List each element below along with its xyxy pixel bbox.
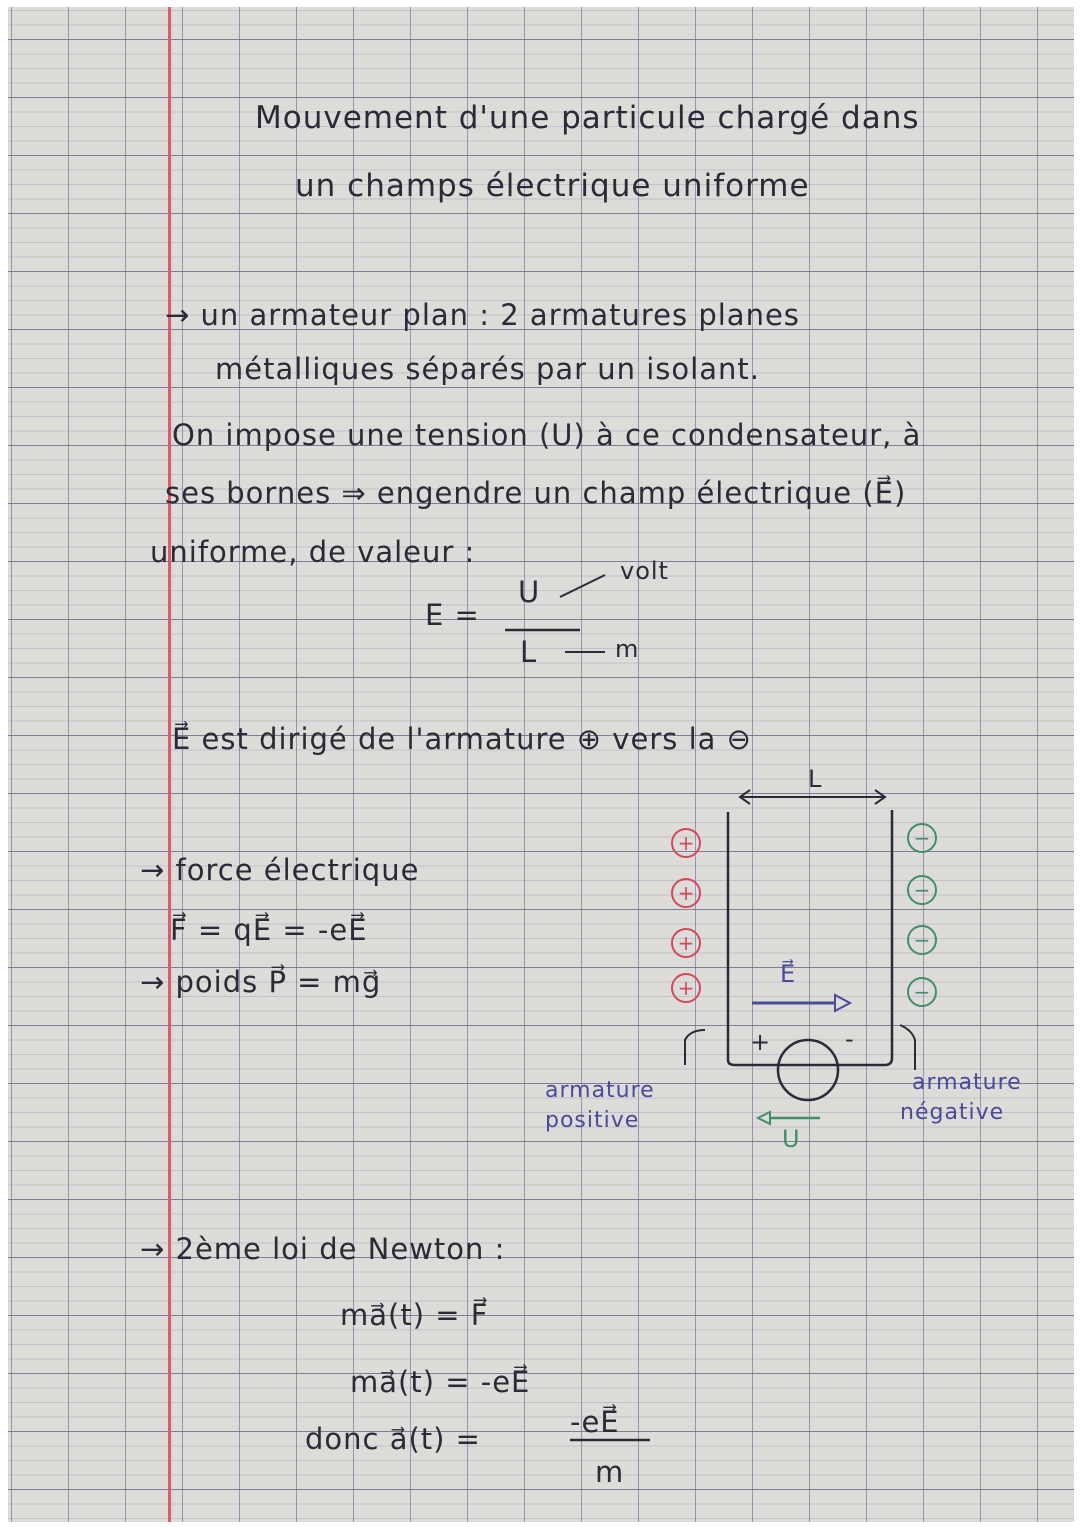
force-title: → force électrique: [140, 853, 420, 887]
label-negative-1: armature: [912, 1070, 1022, 1095]
label-positive-1: armature: [545, 1078, 655, 1103]
volt-pointer: [560, 575, 605, 597]
text-line: ses bornes ⇒ engendre un champ électrique (E⃗): [165, 476, 907, 510]
newton-eq-3-denominator: m: [595, 1455, 625, 1489]
field-label: E⃗: [780, 960, 797, 988]
unit-meter: m: [615, 635, 640, 663]
generator-plus: +: [750, 1028, 772, 1056]
label-positive-2: positive: [545, 1108, 640, 1133]
newton-eq-3: donc a⃗(t) =: [305, 1422, 481, 1456]
capacitor-circuit: [728, 810, 892, 1065]
title-line-1: Mouvement d'une particule chargé dans: [255, 100, 920, 136]
field-direction: E⃗ est dirigé de l'armature ⊕ vers la ⊖: [172, 722, 752, 756]
length-label: L: [808, 765, 823, 793]
newton-title: → 2ème loi de Newton :: [140, 1232, 506, 1266]
tension-label: U: [782, 1125, 801, 1153]
weight-equation: → poids P⃗ = mg⃗: [140, 965, 382, 999]
text-line: → un armateur plan : 2 armatures planes: [165, 298, 800, 332]
text-line: uniforme, de valeur :: [150, 535, 476, 569]
negative-charge-icon: −: [907, 977, 937, 1007]
title-line-2: un champs électrique uniforme: [295, 168, 810, 204]
negative-charge-icon: −: [907, 823, 937, 853]
pointer-positive: [685, 1030, 705, 1065]
formula-denominator: L: [520, 635, 538, 669]
newton-eq-1: ma⃗(t) = F⃗: [340, 1298, 489, 1332]
newton-eq-2: ma⃗(t) = -eE⃗: [350, 1365, 531, 1399]
text-line: métalliques séparés par un isolant.: [215, 352, 760, 386]
positive-charge-icon: +: [671, 928, 701, 958]
positive-charge-icon: +: [671, 878, 701, 908]
positive-charge-icon: +: [671, 973, 701, 1003]
formula-numerator: U: [518, 575, 541, 609]
pointer-negative: [900, 1025, 915, 1070]
text-line: On impose une tension (U) à ce condensateur, à: [172, 418, 922, 452]
negative-charge-icon: −: [907, 875, 937, 905]
newton-eq-3-numerator: -eE⃗: [570, 1405, 620, 1439]
formula-lhs: E =: [425, 598, 480, 632]
generator-icon: [778, 1040, 838, 1100]
negative-charge-icon: −: [907, 925, 937, 955]
positive-charge-icon: +: [671, 828, 701, 858]
label-negative-2: négative: [900, 1100, 1005, 1125]
force-equation: F⃗ = qE⃗ = -eE⃗: [170, 913, 368, 947]
unit-volt: volt: [620, 557, 669, 585]
generator-minus: -: [845, 1025, 855, 1053]
